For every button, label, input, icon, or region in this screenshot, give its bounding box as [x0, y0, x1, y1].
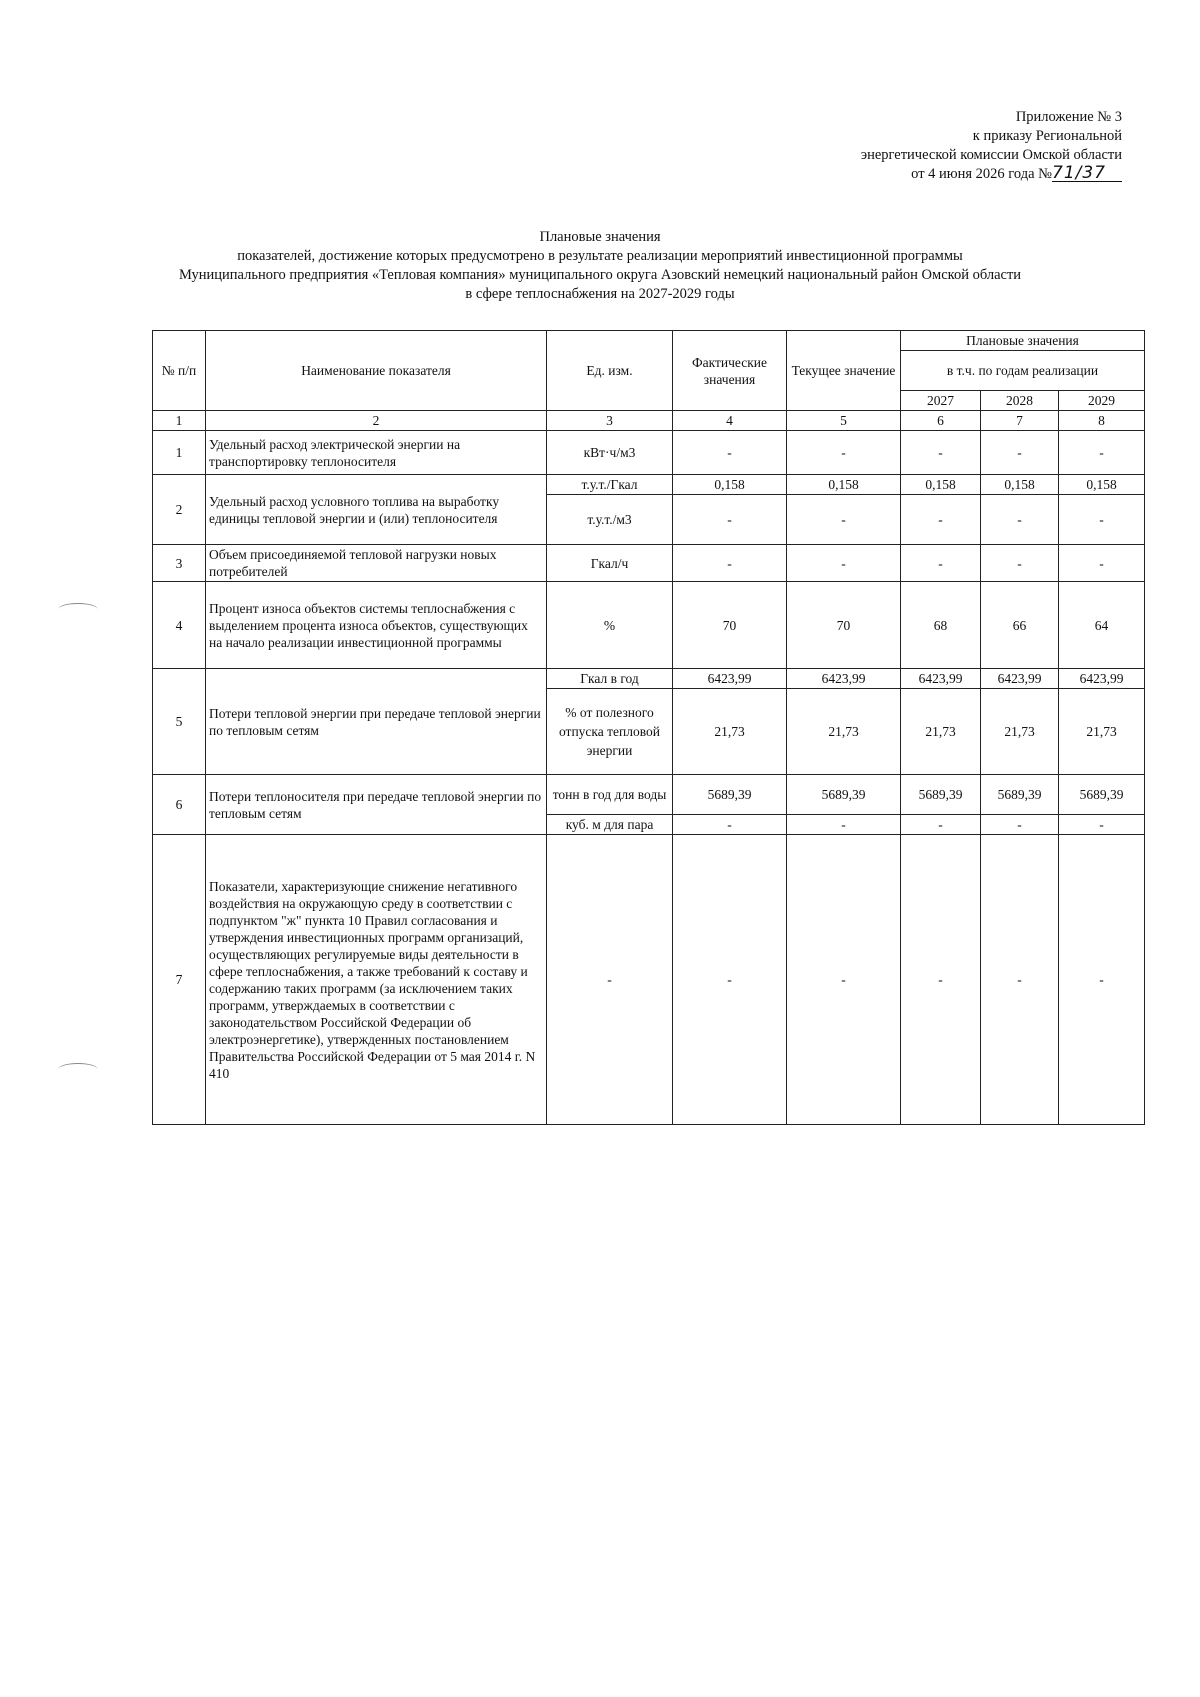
value-2029: - [1059, 495, 1145, 545]
indicator-name: Объем присоединяемой тепловой нагрузки новых потребителей [206, 545, 547, 582]
column-numbers-row [153, 411, 1145, 431]
row-number: 3 [153, 545, 206, 582]
value-2027: - [901, 835, 981, 1125]
unit-cell: т.у.т./Гкал [547, 475, 673, 495]
row-number: 4 [153, 582, 206, 669]
table-row [153, 431, 1145, 475]
appendix-line-3: энергетической комиссии Омской области [860, 147, 1122, 163]
value-2027: 0,158 [901, 475, 981, 495]
document-title [150, 228, 1050, 304]
hole-punch-mark [58, 1063, 98, 1076]
col-number: 7 [981, 411, 1059, 431]
indicator-name: Потери теплоносителя при передаче тепловой энергии по тепловым сетям [206, 775, 547, 835]
current-value: - [787, 431, 901, 475]
value-2028: - [981, 545, 1059, 582]
actual-value: 0,158 [673, 475, 787, 495]
value-2028: - [981, 835, 1059, 1125]
title-line-2: показателей, достижение которых предусмотрено в результате реализации мероприятий инвестиционной программы [237, 248, 963, 264]
value-2028: 66 [981, 582, 1059, 669]
title-line-4: в сфере теплоснабжения на 2027-2029 годы [465, 286, 735, 302]
value-2027: - [901, 431, 981, 475]
value-2028: 0,158 [981, 475, 1059, 495]
value-2028: - [981, 431, 1059, 475]
row-number: 1 [153, 431, 206, 475]
value-2028: - [981, 495, 1059, 545]
col-number: 6 [901, 411, 981, 431]
appendix-header [861, 108, 1122, 184]
col-number: 5 [787, 411, 901, 431]
header-current: Текущее значение [787, 331, 901, 411]
appendix-line-1: Приложение № 3 [1015, 109, 1122, 125]
value-2028: 5689,39 [981, 775, 1059, 815]
value-2029: 6423,99 [1059, 669, 1145, 689]
appendix-line-4 [861, 165, 1122, 184]
value-2028: 21,73 [981, 689, 1059, 775]
indicator-name: Потери тепловой энергии при передаче тепловой энергии по тепловым сетям [206, 669, 547, 775]
value-2028: 6423,99 [981, 669, 1059, 689]
row-number: 2 [153, 475, 206, 545]
appendix-line-2: к приказу Региональной [972, 128, 1122, 144]
indicator-name: Показатели, характеризующие снижение негативного воздействия на окружающую среду в соответствии с подпунктом "ж" пункта 10 Правил согласования и утверждения инвестиционных программ организаций, осуществляющих регулируемые виды деятельности в сфере теплоснабжения, а также требований к составу и содержанию таких программ (за исключением таких программ, утверждаемых в соответствии с законодательством Российской Федерации об электроэнергетике), утвержденных постановлением Правительства Российской Федерации от 5 мая 2014 г. N 410 [206, 835, 547, 1125]
value-2029: 64 [1059, 582, 1145, 669]
header-actual: Фактические значения [673, 331, 787, 411]
table-row [153, 475, 1145, 495]
value-2029: - [1059, 545, 1145, 582]
unit-cell: кВт·ч/м3 [547, 431, 673, 475]
header-unit: Ед. изм. [547, 331, 673, 411]
value-2027: 68 [901, 582, 981, 669]
row-number: 6 [153, 775, 206, 835]
current-value: 0,158 [787, 475, 901, 495]
header-planned: Плановые значения [901, 331, 1145, 351]
value-2029: - [1059, 431, 1145, 475]
value-2029: - [1059, 815, 1145, 835]
col-number: 8 [1059, 411, 1145, 431]
current-value: - [787, 545, 901, 582]
unit-cell: тонн в год для воды [547, 775, 673, 815]
value-2029: 21,73 [1059, 689, 1145, 775]
unit-cell: т.у.т./м3 [547, 495, 673, 545]
header-year-2028: 2028 [981, 391, 1059, 411]
current-value: 6423,99 [787, 669, 901, 689]
unit-cell: Гкал/ч [547, 545, 673, 582]
col-number: 2 [206, 411, 547, 431]
current-value: - [787, 815, 901, 835]
indicator-name: Удельный расход условного топлива на выработку единицы тепловой энергии и (или) теплоносителя [206, 475, 547, 545]
unit-cell: - [547, 835, 673, 1125]
value-2027: 21,73 [901, 689, 981, 775]
table-row [153, 835, 1145, 1125]
actual-value: - [673, 835, 787, 1125]
actual-value: - [673, 545, 787, 582]
hole-punch-mark [58, 603, 98, 616]
indicator-name: Процент износа объектов системы теплоснабжения с выделением процента износа объектов, существующих на начало реализации инвестиционной программы [206, 582, 547, 669]
header-num: № п/п [153, 331, 206, 411]
actual-value: - [673, 431, 787, 475]
unit-cell: % [547, 582, 673, 669]
table-row [153, 775, 1145, 815]
actual-value: 5689,39 [673, 775, 787, 815]
header-year-2027: 2027 [901, 391, 981, 411]
unit-cell: Гкал в год [547, 669, 673, 689]
unit-cell: % от полезного отпуска тепловой энергии [547, 689, 673, 775]
indicator-name: Удельный расход электрической энергии на транспортировку теплоносителя [206, 431, 547, 475]
order-date: от 4 июня 2026 года № [911, 166, 1052, 182]
order-number-handwritten: 71/37 [1052, 165, 1122, 182]
actual-value: 6423,99 [673, 669, 787, 689]
actual-value: 70 [673, 582, 787, 669]
title-line-3: Муниципального предприятия «Тепловая компания» муниципального округа Азовский немецкий национальный район Омской области [178, 267, 1022, 283]
current-value: 5689,39 [787, 775, 901, 815]
value-2029: 5689,39 [1059, 775, 1145, 815]
header-name: Наименование показателя [206, 331, 547, 411]
value-2029: 0,158 [1059, 475, 1145, 495]
value-2027: - [901, 815, 981, 835]
current-value: - [787, 495, 901, 545]
indicators-table [152, 330, 1145, 1125]
col-number: 4 [673, 411, 787, 431]
unit-cell: куб. м для пара [547, 815, 673, 835]
value-2029: - [1059, 835, 1145, 1125]
table-row [153, 669, 1145, 689]
actual-value: - [673, 815, 787, 835]
value-2027: 5689,39 [901, 775, 981, 815]
actual-value: 21,73 [673, 689, 787, 775]
col-number: 3 [547, 411, 673, 431]
actual-value: - [673, 495, 787, 545]
row-number: 7 [153, 835, 206, 1125]
header-year-2029: 2029 [1059, 391, 1145, 411]
col-number: 1 [153, 411, 206, 431]
current-value: 70 [787, 582, 901, 669]
table-row [153, 545, 1145, 582]
value-2027: - [901, 545, 981, 582]
value-2027: 6423,99 [901, 669, 981, 689]
header-by-years: в т.ч. по годам реализации [901, 351, 1145, 391]
current-value: - [787, 835, 901, 1125]
value-2028: - [981, 815, 1059, 835]
current-value: 21,73 [787, 689, 901, 775]
title-line-1: Плановые значения [539, 229, 661, 245]
table-row [153, 582, 1145, 669]
value-2027: - [901, 495, 981, 545]
row-number: 5 [153, 669, 206, 775]
